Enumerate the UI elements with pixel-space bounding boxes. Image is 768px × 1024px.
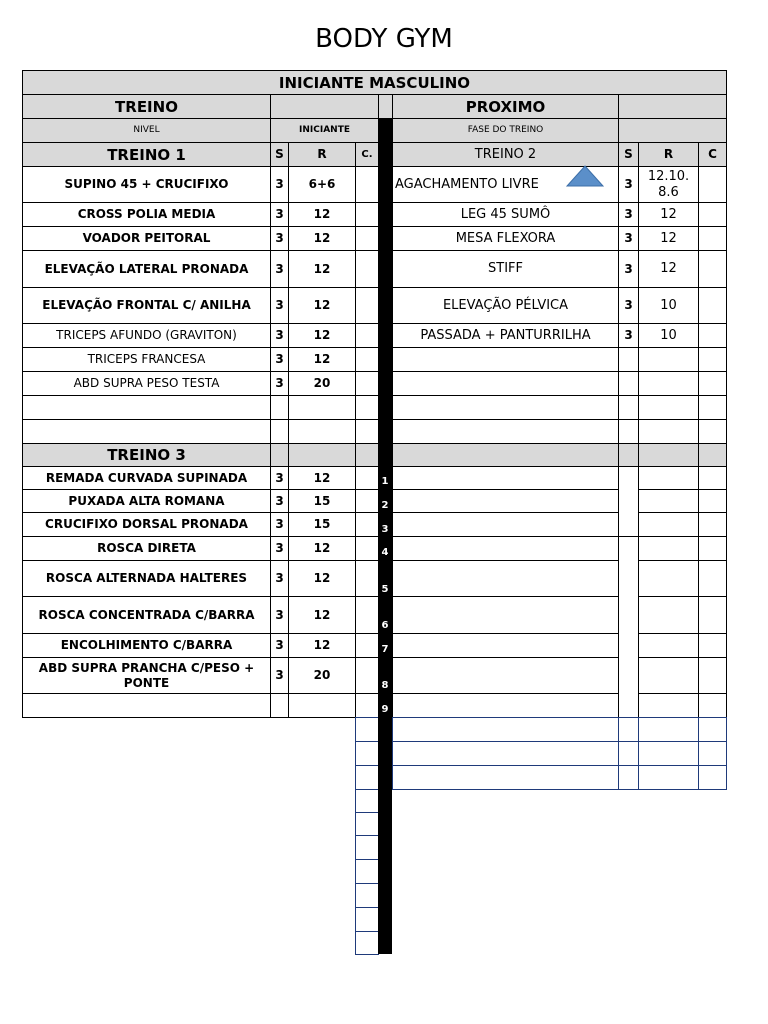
table-cell [355, 931, 379, 955]
reps-cell: 15 [288, 512, 356, 537]
sets-cell: 3 [270, 226, 289, 251]
reps-cell: 20 [288, 657, 356, 694]
table-cell [355, 859, 379, 884]
table-cell [355, 765, 379, 790]
reps-cell [638, 371, 699, 396]
treino2-title: TREINO 2 [392, 142, 619, 167]
reps-cell: 12.10.8.6 [638, 166, 699, 203]
exercise-name: CRUCIFIXO DORSAL PRONADA [22, 512, 271, 537]
check-cell [355, 395, 379, 420]
check-cell [355, 560, 379, 597]
reps-cell: 6+6 [288, 166, 356, 203]
table-cell [355, 883, 379, 908]
empty-cell [638, 693, 699, 718]
reps-cell: 12 [288, 536, 356, 561]
sets-cell: 3 [270, 560, 289, 597]
nivel-label: NIVEL [22, 118, 271, 143]
exercise-name: ROSCA ALTERNADA HALTERES [22, 560, 271, 597]
merged-cell [618, 466, 639, 537]
sets-cell [618, 419, 639, 444]
sets-cell [618, 347, 639, 372]
reps-cell [638, 419, 699, 444]
sets-cell: 3 [270, 657, 289, 694]
check-cell [698, 166, 727, 203]
check-cell [355, 226, 379, 251]
sets-cell: 3 [270, 466, 289, 490]
sheet-header: INICIANTE MASCULINO [22, 70, 727, 95]
exercise-name: ELEVAÇÃO FRONTAL C/ ANILHA [22, 287, 271, 324]
sets-cell [270, 395, 289, 420]
bar-number: 5 [381, 584, 389, 595]
check-cell [355, 512, 379, 537]
page-title: BODY GYM [315, 24, 453, 54]
col-c-header: C. [355, 142, 379, 167]
empty-cell [392, 657, 619, 694]
table-cell [638, 741, 699, 766]
exercise-name: VOADOR PEITORAL [22, 226, 271, 251]
exercise-name: ABD SUPRA PRANCHA C/PESO + PONTE [22, 657, 271, 694]
table-cell [392, 443, 619, 467]
fase-label: FASE DO TREINO [392, 118, 619, 143]
exercise-name: TRICEPS FRANCESA [22, 347, 271, 372]
empty-cell [392, 512, 619, 537]
bar-number: 1 [381, 476, 389, 487]
exercise-name: PUXADA ALTA ROMANA [22, 489, 271, 513]
sets-cell: 3 [618, 323, 639, 348]
empty-cell [392, 419, 619, 444]
bar-number: 6 [381, 620, 389, 631]
empty-cell [638, 657, 699, 694]
reps-cell: 12 [288, 287, 356, 324]
table-cell [355, 717, 379, 742]
treino-label: TREINO [22, 94, 271, 119]
empty-cell [698, 536, 727, 561]
sets-cell: 3 [270, 512, 289, 537]
empty-cell [22, 419, 271, 444]
sets-cell: 3 [618, 250, 639, 288]
empty-cell [392, 560, 619, 597]
exercise-name: TRICEPS AFUNDO (GRAVITON) [22, 323, 271, 348]
check-cell [355, 166, 379, 203]
sets-cell: 3 [270, 536, 289, 561]
table-cell [638, 717, 699, 742]
table-cell [698, 443, 727, 467]
reps-cell [638, 395, 699, 420]
empty-cell [392, 536, 619, 561]
check-cell [698, 323, 727, 348]
check-cell [355, 371, 379, 396]
table-cell [355, 789, 379, 813]
exercise-name: LEG 45 SUMÔ [392, 202, 619, 227]
reps-cell [638, 347, 699, 372]
reps-cell: 12 [288, 466, 356, 490]
empty-cell [698, 657, 727, 694]
check-cell [355, 287, 379, 324]
check-cell [355, 657, 379, 694]
reps-cell: 15 [288, 489, 356, 513]
table-cell [618, 741, 639, 766]
check-cell [355, 323, 379, 348]
table-cell [355, 443, 379, 467]
sets-cell: 3 [270, 347, 289, 372]
sets-cell: 3 [618, 166, 639, 203]
empty-cell [22, 693, 271, 718]
exercise-name: SUPINO 45 + CRUCIFIXO [22, 166, 271, 203]
exercise-name: CROSS POLIA MEDIA [22, 202, 271, 227]
col-r-header: R [288, 142, 356, 167]
reps-cell: 12 [288, 347, 356, 372]
exercise-name: ENCOLHIMENTO C/BARRA [22, 633, 271, 658]
table-cell [618, 765, 639, 790]
check-cell [698, 287, 727, 324]
reps-cell: 12 [288, 250, 356, 288]
sets-cell: 3 [270, 287, 289, 324]
table-cell [638, 443, 699, 467]
bar-number: 7 [381, 644, 389, 655]
sets-cell: 3 [270, 250, 289, 288]
table-cell [638, 765, 699, 790]
empty-cell [698, 633, 727, 658]
reps-cell: 12 [288, 226, 356, 251]
table-cell [355, 812, 379, 836]
empty-cell [392, 633, 619, 658]
col-s-header: S [270, 142, 289, 167]
check-cell [698, 250, 727, 288]
reps-cell [288, 395, 356, 420]
sets-cell: 3 [618, 287, 639, 324]
empty-cell [392, 489, 619, 513]
check-cell [355, 489, 379, 513]
empty-cell [392, 395, 619, 420]
reps-cell: 20 [288, 371, 356, 396]
check-cell [355, 202, 379, 227]
empty-cell [638, 633, 699, 658]
check-cell [355, 466, 379, 490]
table-cell [378, 94, 393, 119]
bar-number: 2 [381, 500, 389, 511]
table-cell [698, 741, 727, 766]
reps-cell: 12 [288, 633, 356, 658]
exercise-name: ABD SUPRA PESO TESTA [22, 371, 271, 396]
reps-cell [288, 693, 356, 718]
table-cell [698, 765, 727, 790]
table-cell [618, 443, 639, 467]
empty-cell [638, 466, 699, 490]
empty-cell [392, 371, 619, 396]
table-cell [698, 717, 727, 742]
sets-cell: 3 [618, 226, 639, 251]
check-cell [698, 419, 727, 444]
sets-cell: 3 [270, 489, 289, 513]
empty-cell [698, 489, 727, 513]
reps-cell: 12 [638, 250, 699, 288]
empty-cell [638, 489, 699, 513]
reps-cell: 12 [638, 202, 699, 227]
table-cell [355, 907, 379, 932]
empty-cell [698, 512, 727, 537]
reps-cell: 10 [638, 287, 699, 324]
sets-cell: 3 [270, 633, 289, 658]
check-cell [355, 536, 379, 561]
reps-cell: 12 [288, 560, 356, 597]
empty-cell [638, 536, 699, 561]
empty-cell [638, 560, 699, 597]
check-cell [355, 250, 379, 288]
empty-cell [638, 596, 699, 634]
reps-cell: 10 [638, 323, 699, 348]
reps-cell: 12 [288, 596, 356, 634]
sets-cell: 3 [270, 371, 289, 396]
empty-cell [698, 560, 727, 597]
check-cell [698, 371, 727, 396]
table-cell [355, 835, 379, 860]
exercise-name: ELEVAÇÃO PÉLVICA [392, 287, 619, 324]
sets-cell: 3 [270, 323, 289, 348]
table-cell [355, 741, 379, 766]
empty-cell [698, 693, 727, 718]
empty-cell [392, 693, 619, 718]
table-cell [392, 765, 619, 790]
check-cell [698, 395, 727, 420]
empty-cell [392, 466, 619, 490]
bar-number: 9 [381, 704, 389, 715]
table-cell [270, 94, 379, 119]
empty-cell [698, 596, 727, 634]
col-c-header: C [698, 142, 727, 167]
reps-cell [288, 419, 356, 444]
reps-cell: 12 [638, 226, 699, 251]
exercise-name: ROSCA CONCENTRADA C/BARRA [22, 596, 271, 634]
check-cell [355, 693, 379, 718]
triangle-icon [566, 165, 604, 187]
empty-cell [392, 596, 619, 634]
table-cell [392, 741, 619, 766]
sets-cell [618, 371, 639, 396]
exercise-name: ELEVAÇÃO LATERAL PRONADA [22, 250, 271, 288]
empty-cell [698, 466, 727, 490]
col-s-header: S [618, 142, 639, 167]
sets-cell [270, 419, 289, 444]
treino1-title: TREINO 1 [22, 142, 271, 167]
empty-cell [638, 512, 699, 537]
exercise-name: STIFF [392, 250, 619, 288]
reps-cell: 12 [288, 202, 356, 227]
exercise-name: ROSCA DIRETA [22, 536, 271, 561]
table-cell [288, 443, 356, 467]
reps-cell: 12 [288, 323, 356, 348]
check-cell [698, 202, 727, 227]
sets-cell: 3 [270, 202, 289, 227]
empty-cell [22, 395, 271, 420]
check-cell [355, 633, 379, 658]
table-cell [618, 118, 727, 143]
table-cell [270, 443, 289, 467]
divider-bar [378, 118, 392, 954]
check-cell [355, 596, 379, 634]
nivel-value: INICIANTE [270, 118, 379, 143]
bar-number: 8 [381, 680, 389, 691]
col-r-header: R [638, 142, 699, 167]
exercise-name: PASSADA + PANTURRILHA [392, 323, 619, 348]
proximo-label: PROXIMO [392, 94, 619, 119]
check-cell [355, 419, 379, 444]
sets-cell: 3 [618, 202, 639, 227]
bar-number: 4 [381, 547, 389, 558]
check-cell [698, 347, 727, 372]
check-cell [698, 226, 727, 251]
table-cell [618, 717, 639, 742]
treino3-title: TREINO 3 [22, 443, 271, 467]
exercise-name: AGACHAMENTO LIVRE [392, 166, 619, 203]
sets-cell: 3 [270, 596, 289, 634]
bar-number: 3 [381, 524, 389, 535]
table-cell [618, 94, 727, 119]
merged-cell [618, 536, 639, 718]
check-cell [355, 347, 379, 372]
exercise-name: REMADA CURVADA SUPINADA [22, 466, 271, 490]
sets-cell: 3 [270, 166, 289, 203]
sets-cell [270, 693, 289, 718]
table-cell [392, 717, 619, 742]
exercise-name: MESA FLEXORA [392, 226, 619, 251]
sets-cell [618, 395, 639, 420]
empty-cell [392, 347, 619, 372]
